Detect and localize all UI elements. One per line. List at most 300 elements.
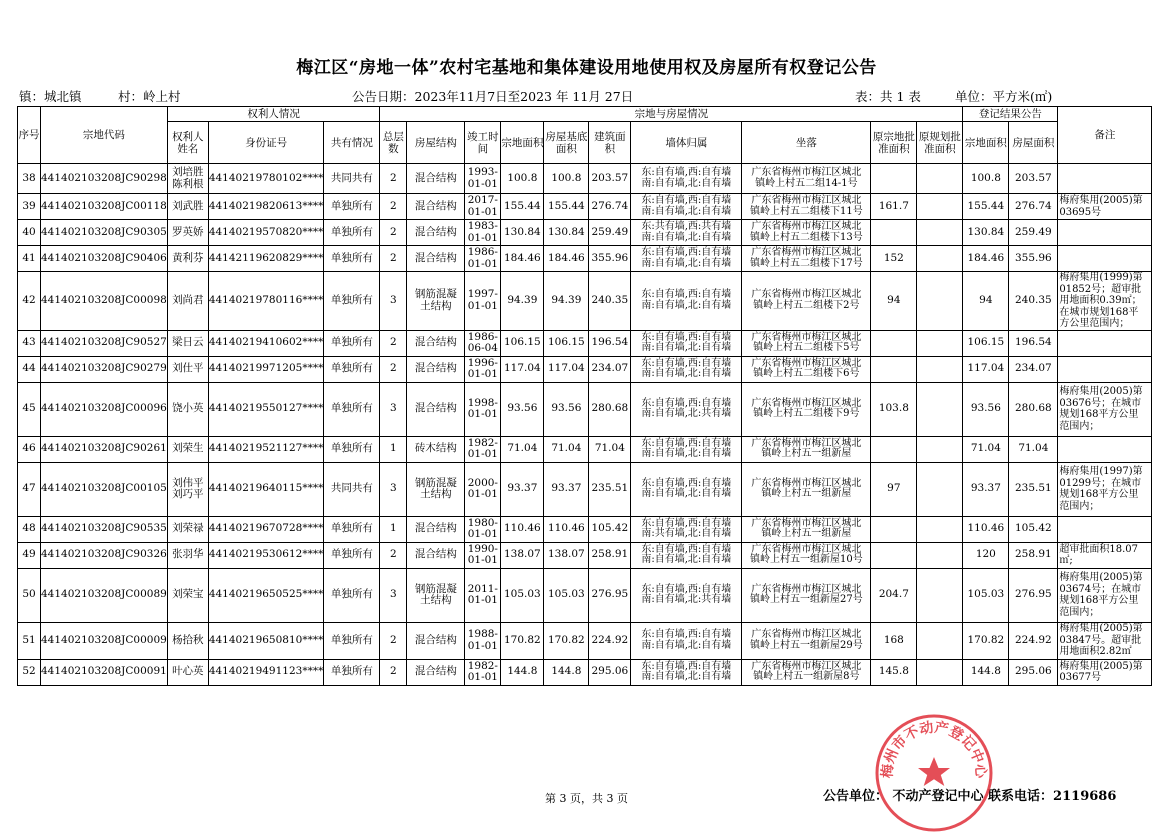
cell-build-area: 240.35 [589,272,631,331]
cell-result-land: 144.8 [963,659,1009,685]
cell-result-land: 184.46 [963,246,1009,272]
cell-result-land: 117.04 [963,356,1009,382]
cell-land-area: 93.37 [501,462,544,516]
cell-seq: 46 [18,436,41,462]
cell-remark [1058,246,1152,272]
header-seq: 序号 [18,107,41,164]
cell-build-area: 203.57 [589,164,631,194]
cell-result-land: 93.56 [963,382,1009,436]
cell-orig-plan [917,542,963,568]
cell-base-area: 94.39 [544,272,589,331]
cell-result-land: 71.04 [963,436,1009,462]
cell-structure: 混合结构 [407,382,465,436]
cell-built: 1986- 06-04 [465,330,501,356]
cell-base-area: 138.07 [544,542,589,568]
cell-seq: 51 [18,622,41,659]
cell-build-area: 196.54 [589,330,631,356]
cell-land-area: 144.8 [501,659,544,685]
cell-seq: 50 [18,568,41,622]
cell-orig-plan [917,246,963,272]
cell-orig-approved [871,330,917,356]
cell-land-area: 71.04 [501,436,544,462]
header-group-land: 宗地与房屋情况 [380,107,963,122]
cell-structure: 混合结构 [407,220,465,246]
page-number: 第 3 页，共 3 页 [545,792,628,805]
cell-built: 2011- 01-01 [465,568,501,622]
header-build-area: 建筑面积 [589,122,631,164]
cell-floors: 2 [380,194,407,220]
cell-wall: 东:自有墙,西:自有墙 南:自有墙,北:自有墙 [631,462,742,516]
cell-id: 44140219780116**** [208,272,324,331]
cell-base-area: 105.03 [544,568,589,622]
header-code: 宗地代码 [41,107,168,164]
cell-name: 刘仕平 [167,356,208,382]
cell-name: 叶心英 [167,659,208,685]
cell-orig-approved: 145.8 [871,659,917,685]
cell-remark [1058,516,1152,542]
cell-orig-approved: 152 [871,246,917,272]
cell-orig-plan [917,516,963,542]
cell-floors: 2 [380,330,407,356]
cell-code: 441402103208JC00105 [41,462,168,516]
cell-build-area: 235.51 [589,462,631,516]
cell-orig-approved [871,220,917,246]
cell-orig-approved [871,356,917,382]
cell-wall: 东:自有墙,西:自有墙 南:自有墙,北:自有墙 [631,164,742,194]
table-row [18,356,1152,382]
cell-orig-plan [917,622,963,659]
cell-location: 广东省梅州市梅江区城北 镇岭上村五二组楼下17号 [742,246,871,272]
cell-share: 共同共有 [324,462,380,516]
cell-name: 刘荣宝 [167,568,208,622]
cell-result-land: 130.84 [963,220,1009,246]
header-group-result: 登记结果公告 [963,107,1058,122]
cell-share: 单独所有 [324,436,380,462]
cell-orig-approved: 97 [871,462,917,516]
cell-seq: 44 [18,356,41,382]
cell-orig-approved [871,436,917,462]
cell-wall: 东:自有墙,西:自有墙 南:自有墙,北:自有墙 [631,330,742,356]
cell-built: 1996- 01-01 [465,356,501,382]
cell-location: 广东省梅州市梅江区城北 镇岭上村五二组14-1号 [742,164,871,194]
town-label: 镇：城北镇 [19,89,82,104]
cell-remark [1058,436,1152,462]
cell-result-land: 120 [963,542,1009,568]
cell-build-area: 280.68 [589,382,631,436]
cell-land-area: 105.03 [501,568,544,622]
cell-result-land: 110.46 [963,516,1009,542]
cell-result-house: 234.07 [1009,356,1058,382]
cell-wall: 东:自有墙,西:自有墙 南:自有墙,北:共有墙 [631,382,742,436]
cell-remark [1058,356,1152,382]
cell-base-area: 93.56 [544,382,589,436]
cell-result-house: 105.42 [1009,516,1058,542]
table-row [18,194,1152,220]
cell-result-house: 196.54 [1009,330,1058,356]
header-built: 竣工时间 [465,122,501,164]
cell-share: 单独所有 [324,246,380,272]
cell-floors: 3 [380,272,407,331]
cell-location: 广东省梅州市梅江区城北 镇岭上村五一组新屋27号 [742,568,871,622]
header-wall: 墙体归属 [631,122,742,164]
table-row [18,462,1152,516]
cell-code: 441402103208JC90535 [41,516,168,542]
cell-location: 广东省梅州市梅江区城北 镇岭上村五二组楼下2号 [742,272,871,331]
cell-location: 广东省梅州市梅江区城北 镇岭上村五二组楼下6号 [742,356,871,382]
cell-structure: 混合结构 [407,659,465,685]
header-result-house: 房屋面积 [1009,122,1058,164]
cell-orig-approved: 168 [871,622,917,659]
cell-structure: 混合结构 [407,164,465,194]
cell-build-area: 295.06 [589,659,631,685]
cell-remark: 梅府集用(2005)第 03847号。超审批 用地面积2.82㎡ [1058,622,1152,659]
cell-built: 2017- 01-01 [465,194,501,220]
cell-orig-approved: 161.7 [871,194,917,220]
cell-name: 刘武胜 [167,194,208,220]
cell-orig-approved: 103.8 [871,382,917,436]
cell-structure: 混合结构 [407,542,465,568]
cell-name: 刘伟平 刘巧平 [167,462,208,516]
header-result-land: 宗地面积 [963,122,1009,164]
cell-id: 44140219550127**** [208,382,324,436]
cell-seq: 41 [18,246,41,272]
cell-result-house: 235.51 [1009,462,1058,516]
cell-build-area: 234.07 [589,356,631,382]
table-row [18,220,1152,246]
cell-orig-approved [871,516,917,542]
header-name: 权利人姓名 [167,122,208,164]
cell-result-house: 224.92 [1009,622,1058,659]
cell-result-house: 259.49 [1009,220,1058,246]
cell-orig-plan [917,568,963,622]
cell-base-area: 100.8 [544,164,589,194]
table-row [18,516,1152,542]
cell-floors: 1 [380,516,407,542]
table-count: 表：共 1 表 [855,89,921,104]
cell-structure: 砖木结构 [407,436,465,462]
cell-name: 刘荣禄 [167,516,208,542]
unit-label: 单位：平方米(㎡) [955,89,1053,104]
cell-base-area: 170.82 [544,622,589,659]
cell-code: 441402103208JC00118 [41,194,168,220]
cell-orig-approved: 94 [871,272,917,331]
cell-orig-approved: 204.7 [871,568,917,622]
cell-name: 杨拾秋 [167,622,208,659]
cell-base-area: 117.04 [544,356,589,382]
cell-floors: 2 [380,659,407,685]
cell-wall: 东:自有墙,西:自有墙 南:自有墙,北:自有墙 [631,246,742,272]
cell-floors: 3 [380,568,407,622]
cell-id: 44140219530612**** [208,542,324,568]
cell-wall: 东:自有墙,西:自有墙 南:自有墙,北:自有墙 [631,356,742,382]
cell-remark: 梅府集用(2005)第 03695号 [1058,194,1152,220]
cell-name: 刘尚君 [167,272,208,331]
cell-base-area: 106.15 [544,330,589,356]
cell-floors: 2 [380,246,407,272]
cell-wall: 东:自有墙,西:自有墙 南:自有墙,北:自有墙 [631,194,742,220]
cell-name: 张羽华 [167,542,208,568]
cell-share: 单独所有 [324,542,380,568]
cell-floors: 2 [380,356,407,382]
cell-base-area: 110.46 [544,516,589,542]
cell-build-area: 276.74 [589,194,631,220]
cell-seq: 45 [18,382,41,436]
cell-id: 44140219491123**** [208,659,324,685]
cell-share: 单独所有 [324,220,380,246]
cell-location: 广东省梅州市梅江区城北 镇岭上村五一组新屋 [742,516,871,542]
cell-code: 441402103208JC00089 [41,568,168,622]
cell-id: 44142119620829**** [208,246,324,272]
cell-id: 44140219670728**** [208,516,324,542]
cell-name: 刘荣生 [167,436,208,462]
cell-orig-plan [917,272,963,331]
table-row [18,542,1152,568]
cell-result-land: 170.82 [963,622,1009,659]
page-title: 梅江区“房地一体”农村宅基地和集体建设用地使用权及房屋所有权登记公告 [296,58,877,78]
cell-location: 广东省梅州市梅江区城北 镇岭上村五二组楼下5号 [742,330,871,356]
cell-remark: 梅府集用(1999)第 01852号；超审批 用地面积0.39㎡； 在城市规划168平 方公里范围内； [1058,272,1152,331]
cell-code: 441402103208JC90305 [41,220,168,246]
cell-result-land: 105.03 [963,568,1009,622]
cell-base-area: 144.8 [544,659,589,685]
cell-id: 44140219640115**** [208,462,324,516]
cell-land-area: 106.15 [501,330,544,356]
cell-structure: 钢筋混凝 土结构 [407,568,465,622]
cell-name: 黄利芬 [167,246,208,272]
cell-floors: 3 [380,382,407,436]
cell-remark [1058,220,1152,246]
cell-share: 单独所有 [324,356,380,382]
seal-star [918,757,950,786]
cell-base-area: 130.84 [544,220,589,246]
cell-wall: 东:自有墙,西:自有墙 南:自有墙,北:共有墙 [631,568,742,622]
table-row [18,246,1152,272]
cell-result-house: 276.74 [1009,194,1058,220]
cell-land-area: 110.46 [501,516,544,542]
cell-name: 梁日云 [167,330,208,356]
cell-location: 广东省梅州市梅江区城北 镇岭上村五一组新屋 [742,462,871,516]
header-base-area: 房屋基底面积 [544,122,589,164]
cell-result-land: 100.8 [963,164,1009,194]
cell-land-area: 138.07 [501,542,544,568]
cell-code: 441402103208JC00098 [41,272,168,331]
cell-build-area: 258.91 [589,542,631,568]
cell-built: 1980- 01-01 [465,516,501,542]
cell-id: 44140219650525**** [208,568,324,622]
cell-remark [1058,164,1152,194]
cell-share: 单独所有 [324,516,380,542]
announcement-period: 公告日期：2023年11月7日至2023 年 11月 27日 [352,89,634,104]
cell-result-house: 240.35 [1009,272,1058,331]
cell-seq: 47 [18,462,41,516]
table-row [18,568,1152,622]
cell-code: 441402103208JC00096 [41,382,168,436]
cell-code: 441402103208JC90527 [41,330,168,356]
cell-remark [1058,330,1152,356]
cell-build-area: 276.95 [589,568,631,622]
cell-location: 广东省梅州市梅江区城北 镇岭上村五一组新屋 [742,436,871,462]
cell-location: 广东省梅州市梅江区城北 镇岭上村五二组楼下9号 [742,382,871,436]
cell-location: 广东省梅州市梅江区城北 镇岭上村五一组新屋29号 [742,622,871,659]
cell-result-house: 276.95 [1009,568,1058,622]
cell-code: 441402103208JC90261 [41,436,168,462]
cell-orig-plan [917,194,963,220]
cell-floors: 2 [380,542,407,568]
cell-floors: 2 [380,622,407,659]
cell-location: 广东省梅州市梅江区城北 镇岭上村五一组新屋10号 [742,542,871,568]
cell-orig-plan [917,330,963,356]
cell-share: 单独所有 [324,330,380,356]
cell-land-area: 100.8 [501,164,544,194]
cell-id: 44140219650810**** [208,622,324,659]
table-row [18,436,1152,462]
cell-remark: 超审批面积18.07 ㎡; [1058,542,1152,568]
cell-floors: 2 [380,220,407,246]
cell-orig-plan [917,220,963,246]
cell-built: 1993- 01-01 [465,164,501,194]
cell-seq: 42 [18,272,41,331]
cell-result-land: 94 [963,272,1009,331]
cell-code: 441402103208JC00009 [41,622,168,659]
cell-code: 441402103208JC90326 [41,542,168,568]
cell-result-house: 203.57 [1009,164,1058,194]
cell-seq: 52 [18,659,41,685]
cell-structure: 混合结构 [407,246,465,272]
header-orig-approved: 原宗地批准面积 [871,122,917,164]
cell-base-area: 71.04 [544,436,589,462]
cell-land-area: 155.44 [501,194,544,220]
cell-orig-plan [917,382,963,436]
registration-table [17,106,1152,686]
cell-share: 单独所有 [324,382,380,436]
cell-code: 441402103208JC90406 [41,246,168,272]
cell-orig-plan [917,164,963,194]
cell-location: 广东省梅州市梅江区城北 镇岭上村五二组楼下13号 [742,220,871,246]
cell-name: 饶小英 [167,382,208,436]
cell-floors: 3 [380,462,407,516]
cell-seq: 49 [18,542,41,568]
village-label: 村：岭上村 [118,89,181,104]
cell-build-area: 355.96 [589,246,631,272]
cell-share: 单独所有 [324,272,380,331]
cell-structure: 混合结构 [407,622,465,659]
cell-name: 罗英娇 [167,220,208,246]
cell-result-house: 258.91 [1009,542,1058,568]
cell-id: 44140219971205**** [208,356,324,382]
cell-structure: 钢筋混凝 土结构 [407,272,465,331]
cell-location: 广东省梅州市梅江区城北 镇岭上村五二组楼下11号 [742,194,871,220]
header-orig-plan: 原规划批准面积 [917,122,963,164]
cell-orig-plan [917,436,963,462]
table-row [18,659,1152,685]
cell-id: 44140219820613**** [208,194,324,220]
cell-built: 1988- 01-01 [465,622,501,659]
cell-structure: 混合结构 [407,516,465,542]
cell-built: 1997- 01-01 [465,272,501,331]
cell-built: 1990- 01-01 [465,542,501,568]
cell-share: 单独所有 [324,194,380,220]
table-row [18,272,1152,331]
cell-remark: 梅府集用(2005)第 03677号 [1058,659,1152,685]
table-row [18,622,1152,659]
header-group-owner: 权利人情况 [167,107,380,122]
cell-location: 广东省梅州市梅江区城北 镇岭上村五一组新屋8号 [742,659,871,685]
cell-share: 单独所有 [324,659,380,685]
cell-built: 1998- 01-01 [465,382,501,436]
cell-result-land: 93.37 [963,462,1009,516]
cell-wall: 东:共有墙,西:共有墙 南:自有墙,北:自有墙 [631,220,742,246]
cell-built: 1983- 01-01 [465,220,501,246]
table-row [18,330,1152,356]
cell-built: 1982- 01-01 [465,659,501,685]
cell-wall: 东:自有墙,西:自有墙 南:自有墙,北:自有墙 [631,272,742,331]
cell-id: 44140219521127**** [208,436,324,462]
cell-structure: 钢筋混凝 土结构 [407,462,465,516]
cell-code: 441402103208JC00091 [41,659,168,685]
cell-seq: 39 [18,194,41,220]
cell-base-area: 155.44 [544,194,589,220]
cell-name: 刘培胜 陈利根 [167,164,208,194]
cell-land-area: 93.56 [501,382,544,436]
cell-result-house: 280.68 [1009,382,1058,436]
cell-id: 44140219780102**** [208,164,324,194]
header-floors: 总层数 [380,122,407,164]
cell-land-area: 130.84 [501,220,544,246]
cell-build-area: 224.92 [589,622,631,659]
cell-build-area: 71.04 [589,436,631,462]
cell-structure: 混合结构 [407,194,465,220]
table-body [18,164,1152,686]
header-structure: 房屋结构 [407,122,465,164]
cell-result-land: 106.15 [963,330,1009,356]
header-remark: 备注 [1058,107,1152,164]
header-location: 坐落 [742,122,871,164]
cell-share: 共同共有 [324,164,380,194]
cell-remark: 梅府集用(2005)第 03674号；在城市 规划168平方公里 范围内； [1058,568,1152,622]
cell-base-area: 93.37 [544,462,589,516]
cell-land-area: 117.04 [501,356,544,382]
cell-id: 44140219410602**** [208,330,324,356]
cell-structure: 混合结构 [407,330,465,356]
table-row [18,382,1152,436]
cell-result-house: 295.06 [1009,659,1058,685]
cell-land-area: 94.39 [501,272,544,331]
official-seal [873,712,995,834]
cell-seq: 40 [18,220,41,246]
cell-base-area: 184.46 [544,246,589,272]
cell-orig-approved [871,542,917,568]
cell-result-land: 155.44 [963,194,1009,220]
cell-built: 1982- 01-01 [465,436,501,462]
cell-result-house: 71.04 [1009,436,1058,462]
cell-build-area: 105.42 [589,516,631,542]
cell-share: 单独所有 [324,568,380,622]
cell-wall: 东:自有墙,西:自有墙 南:自有墙,北:自有墙 [631,659,742,685]
cell-remark: 梅府集用(1997)第 01299号；在城市 规划168平方公里 范围内； [1058,462,1152,516]
cell-build-area: 259.49 [589,220,631,246]
cell-code: 441402103208JC90298 [41,164,168,194]
cell-structure: 混合结构 [407,356,465,382]
cell-result-house: 355.96 [1009,246,1058,272]
cell-seq: 43 [18,330,41,356]
cell-orig-plan [917,356,963,382]
cell-remark: 梅府集用(2005)第 03676号；在城市 规划168平方公里 范围内； [1058,382,1152,436]
cell-share: 单独所有 [324,622,380,659]
cell-orig-plan [917,462,963,516]
cell-wall: 东:自有墙,西:自有墙 南:自有墙,北:自有墙 [631,436,742,462]
cell-built: 2000- 01-01 [465,462,501,516]
cell-wall: 东:自有墙,西:自有墙 南:自有墙,北:自有墙 [631,542,742,568]
